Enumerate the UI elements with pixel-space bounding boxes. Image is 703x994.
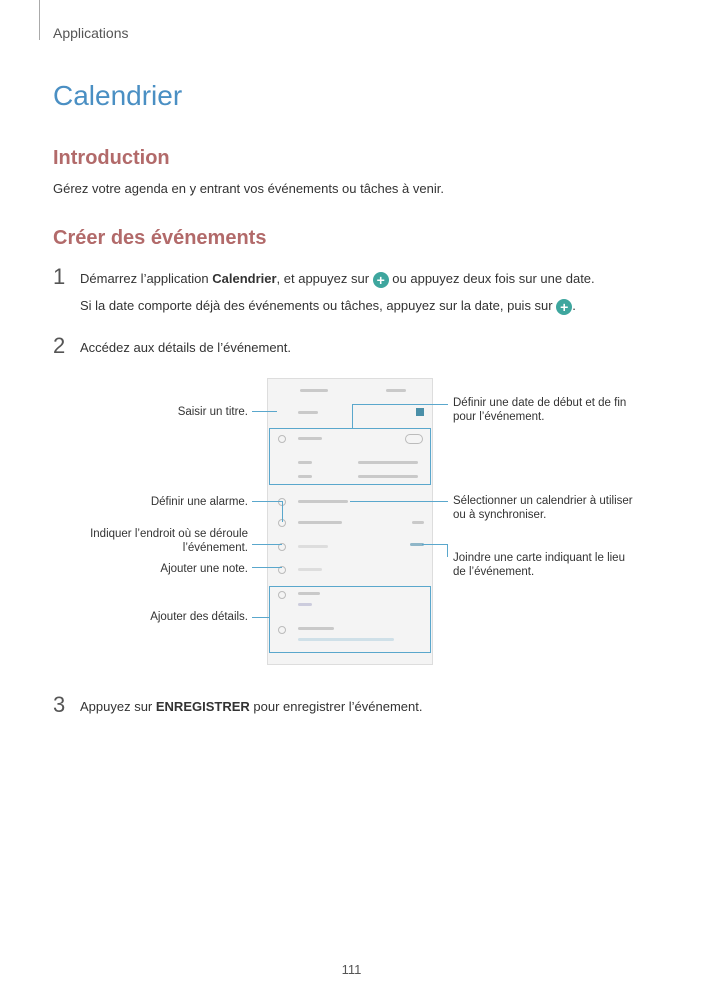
callout-title: Saisir un titre.	[177, 406, 248, 418]
alarm-value-placeholder	[298, 521, 342, 524]
step2-number: 2	[53, 333, 66, 358]
step3-text: Appuyez sur ENREGISTRER pour enregistrer l’événement.	[80, 699, 423, 714]
intro-text: Gérez votre agenda en y entrant vos événements ou tâches à venir.	[53, 181, 444, 196]
dates-leader-line	[352, 404, 353, 428]
step1-number: 1	[53, 264, 66, 289]
alarm-leader-line	[252, 501, 282, 502]
details-leader-line	[252, 617, 269, 618]
calendar-value-placeholder	[298, 500, 348, 503]
alarm-leader-line	[282, 501, 283, 522]
plus-icon: +	[556, 299, 572, 315]
page-number: 111	[341, 962, 362, 977]
page-title: Calendrier	[53, 80, 183, 111]
note-field-placeholder	[298, 568, 322, 571]
save-keyword: ENREGISTRER	[155, 699, 250, 714]
title-leader-line	[252, 411, 277, 412]
note-leader-line	[252, 567, 282, 568]
callout-dates: Définir une date de début et de fin pour l’événement.	[453, 397, 627, 423]
color-picker-icon	[416, 408, 424, 416]
step3-number: 3	[53, 692, 66, 717]
intro-heading: Introduction	[53, 147, 170, 169]
map-leader-line	[447, 544, 448, 557]
callout-location: Indiquer l’endroit où se déroule l’événement.	[90, 528, 248, 554]
callout-calendar: Sélectionner un calendrier à utiliser ou à synchroniser.	[453, 495, 633, 521]
title-icon	[278, 409, 284, 415]
step1-line1: Démarrez l’application Calendrier, et appuyez sur + ou appuyez deux fois sur une date.	[80, 271, 595, 288]
alarm-edit-placeholder	[412, 521, 424, 524]
callout-alarm: Définir une alarme.	[150, 496, 248, 508]
step1-line2: Si la date comporte déjà des événements ou tâches, appuyez sur la date, puis sur + .	[80, 298, 576, 315]
app-name: Calendrier	[212, 271, 277, 286]
details-highlight-box	[269, 586, 431, 653]
margin-rule	[39, 0, 40, 40]
plus-icon: +	[373, 272, 389, 288]
title-field-placeholder	[298, 411, 318, 414]
save-label-placeholder	[386, 389, 406, 392]
step2-text: Accédez aux détails de l’événement.	[80, 340, 292, 355]
map-leader-line	[422, 544, 448, 545]
callout-details: Ajouter des détails.	[150, 611, 248, 623]
location-field-placeholder	[298, 545, 328, 548]
callout-note: Ajouter une note.	[160, 563, 248, 575]
dates-highlight-box	[269, 428, 431, 485]
create-heading: Créer des événements	[53, 227, 267, 249]
section-header: Applications	[53, 25, 129, 41]
location-leader-line	[252, 544, 282, 545]
dates-leader-line	[352, 404, 448, 405]
cancel-label-placeholder	[300, 389, 328, 392]
callout-map: Joindre une carte indiquant le lieu de l’événement.	[453, 552, 625, 578]
calendar-leader-line	[350, 501, 448, 502]
